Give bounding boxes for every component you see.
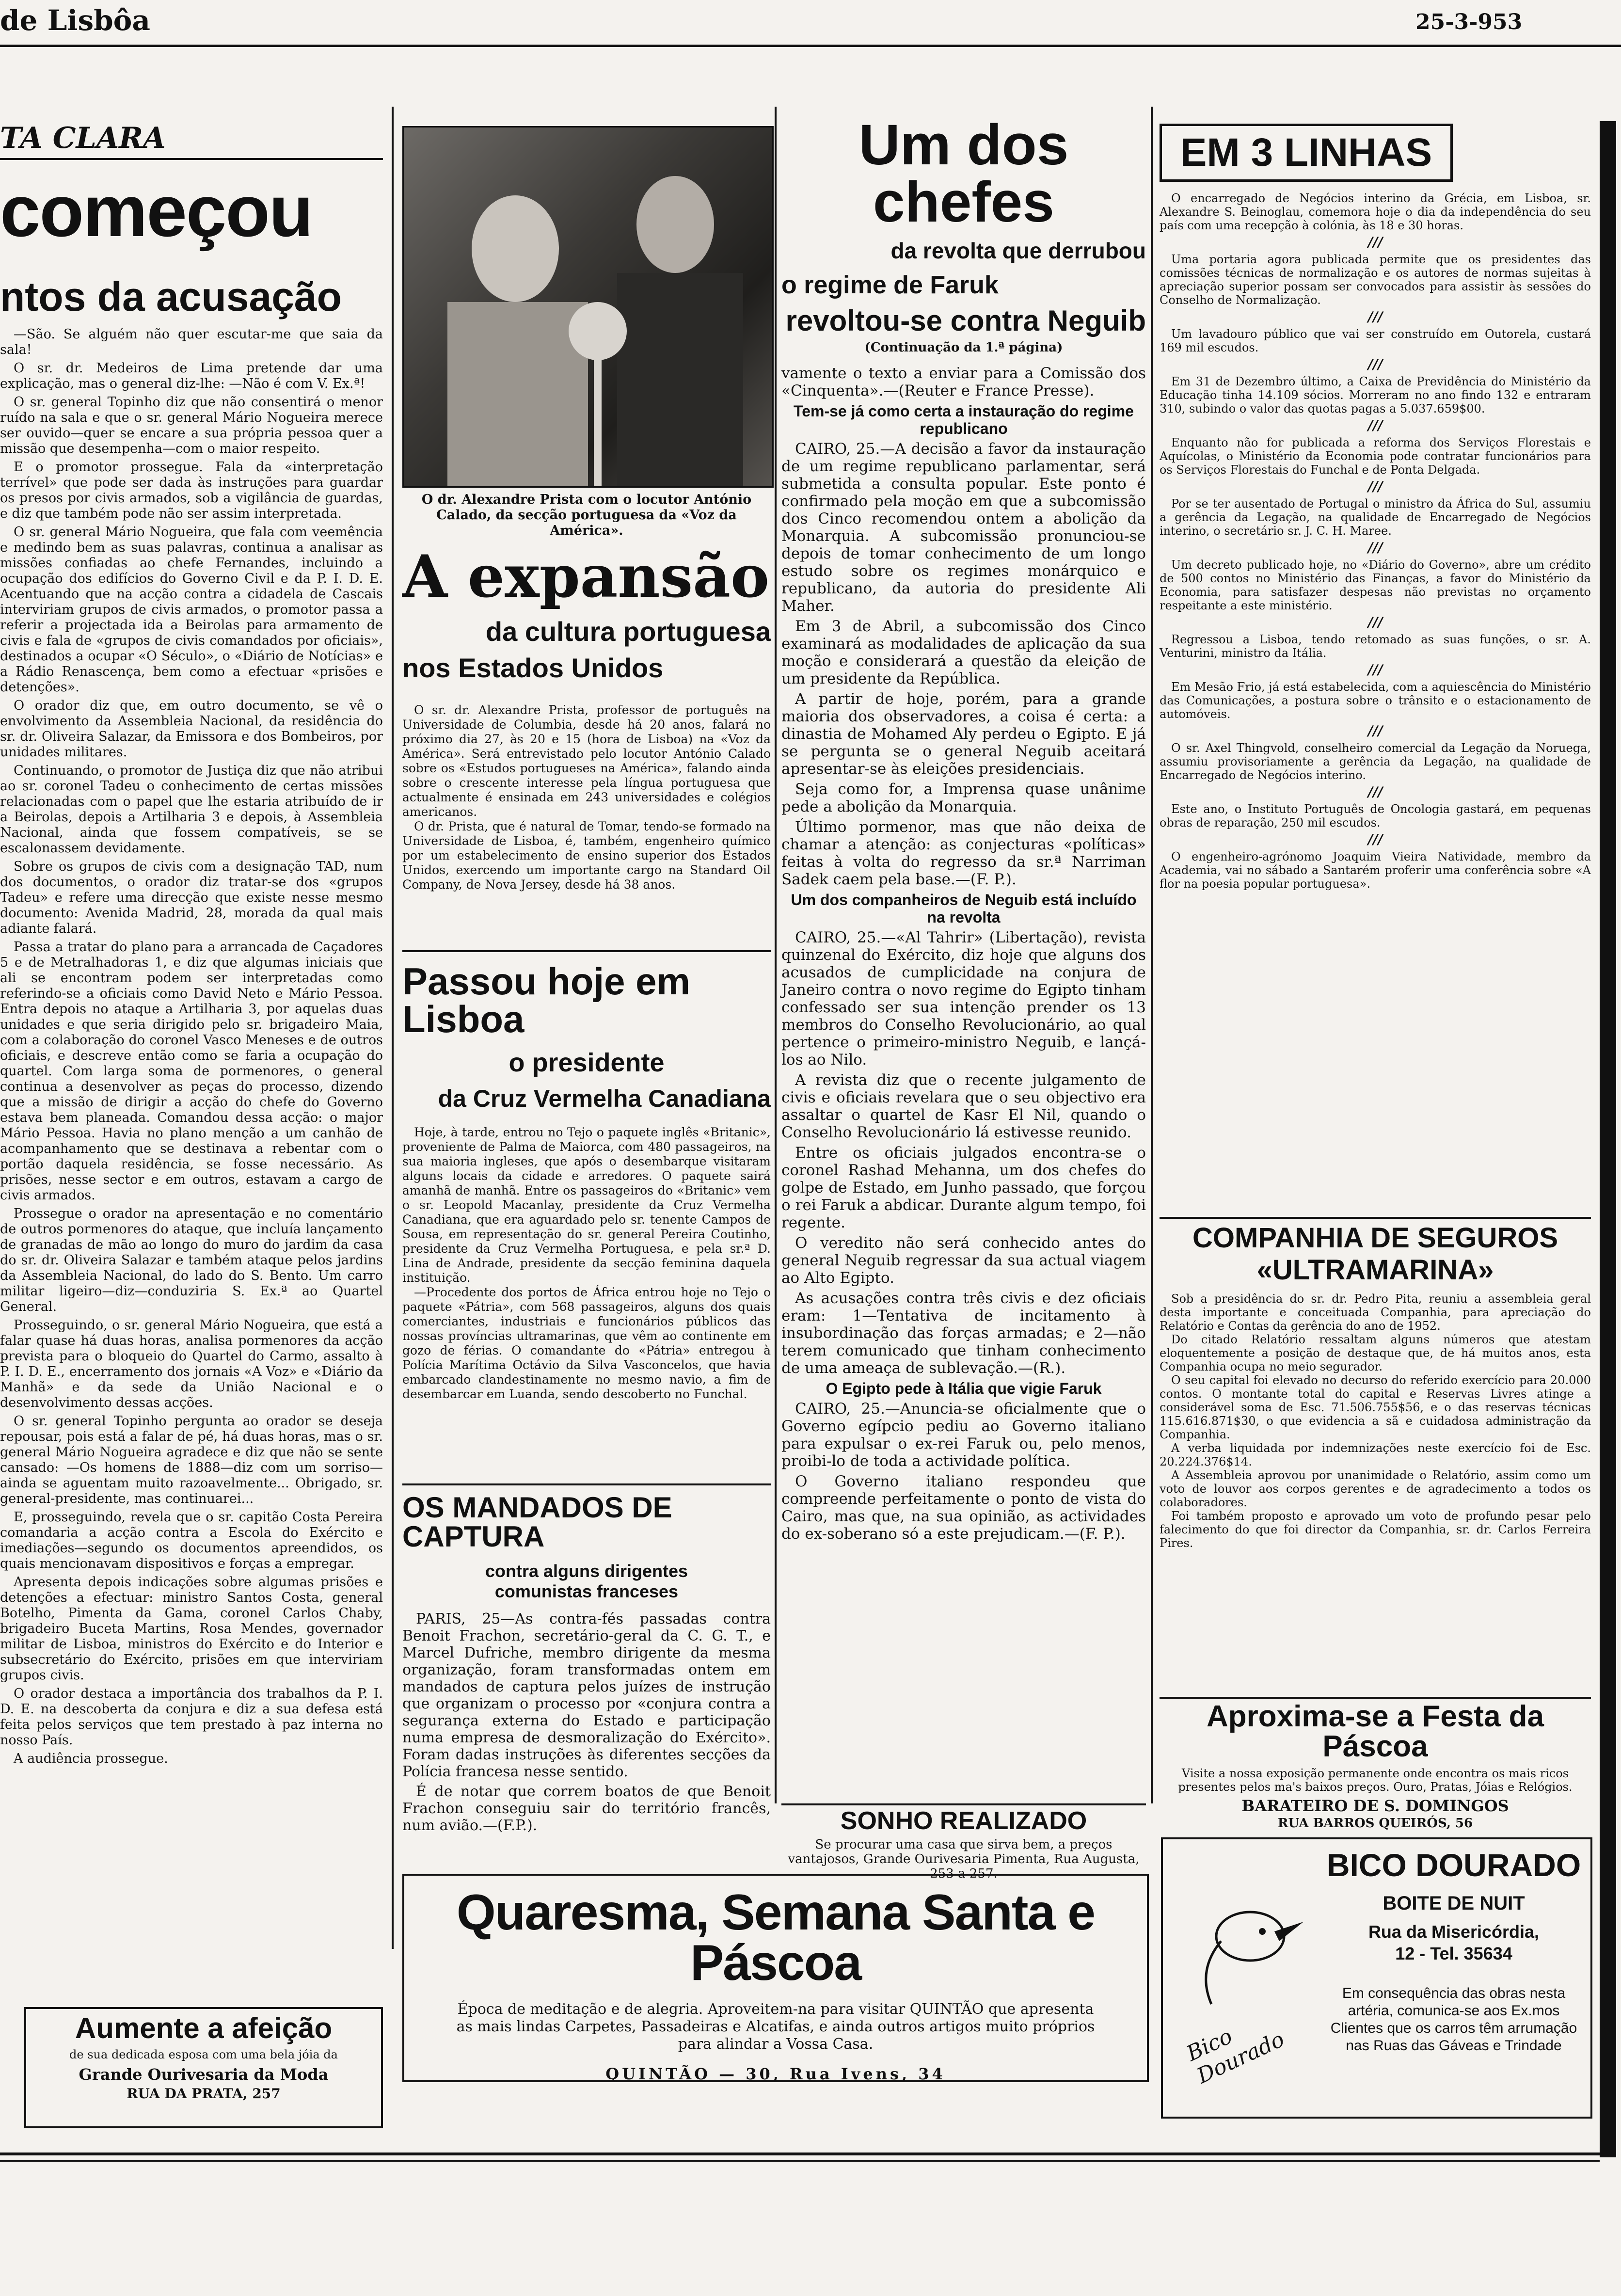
paragraph: Continuando, o promotor de Justiça diz que não atribui ao sr. coronel Tadeu o conhecimento de certas missões relacionadas com o papel que lhe estaria atribuído de ir a Beirolas, depois a Artilharia 3 e depois, à Assembleia Nacional, ainda que fossem compatíveis, se se escalonassem devidamente. <box>0 763 383 856</box>
em-3-linhas-box <box>1160 124 1453 182</box>
paragraph: —Procedente dos portos de África entrou hoje no Tejo o paquete «Pátria», com 568 passageiros, alguns dos quais comerciantes, industriais e funcionários públicos das nossas províncias ultramarinas, que vêm ao continente em gozo de férias. O comandante do «Pátria» entregou à Polícia Marítima Octávio da Silva Vasconcelos, que havia embarcado clandestinamente no mesmo navio, a fim de desembarcar em Luanda, sendo descoberto no Funchal. <box>402 1285 771 1401</box>
ad-line: RUA DA PRATA, 257 <box>127 2086 281 2102</box>
paragraph: Sobre os grupos de civis com a designação TAD, num dos documentos, o orador diz tratar-se dos «grupos Tadeu» e refere uma direcção que existe nesse mesmo documento: Avenida Madrid, 28, morada da qual mais adiante falará. <box>0 859 383 936</box>
ad-address: Rua da Misericórdia, <box>1368 1922 1540 1942</box>
ad-title: Aproxima-se a Festa da Páscoa <box>1206 1700 1544 1763</box>
bottom-rule <box>0 2152 1600 2155</box>
paragraph: Apresenta depois indicações sobre algumas prisões e detenções a efectuar: ministro Santos Costa, general Botelho, Pimenta da Gama, coronel Carlos Chaby, brigadeiro Buceta Martins, Rosa Mendes, governador militar de Lisboa, ministros do Exército e do Interior e subsecretário do Exército, prisões em que interviriam grupos civis. <box>0 1575 383 1683</box>
news-photo <box>402 126 774 488</box>
section-rule <box>1160 1217 1591 1219</box>
subheadline: da Cruz Vermelha Canadiana <box>438 1085 771 1112</box>
section-title: EM 3 LINHAS <box>1180 130 1432 175</box>
paragraph: O sr. dr. Medeiros de Lima pretende dar uma explicação, mas o general diz-lhe: —Não é com V. Ex.ª! <box>0 361 383 391</box>
column-rule <box>1151 107 1153 1803</box>
ad-title: Aumente a afeição <box>75 2012 333 2044</box>
paragraph: As acusações contra três civis e dez oficiais eram: 1—Tentativa de incitamento à insubordinação das forças armadas; e 2—não terem comunicado que tinham conhecimento de uma ameaça de sublevação.—(R.). <box>781 1290 1146 1377</box>
paragraph: E o promotor prossegue. Fala da «interpretação terrível» que pode ser dada às instruções para guardar os presos por civis armados, sob a vigilância de guardas, e diz que também pode não ser assim interpretada. <box>0 460 383 521</box>
paragraph: CAIRO, 25.—A decisão a favor da instauração de um regime republicano parlamentar, será submetida a consulta popular. Este ponto é confirmado pela moção em que a subcomissão dos Cinco recomendou ontem a abolição da Monarquia. A subcomissão pronunciou-se depois de tomar conhecimento de um longo estudo sobre os regimes monárquico e republicano, da autoria do presidente Ali Maher. <box>781 440 1146 615</box>
article-mandados <box>402 1493 771 1837</box>
paragraph: Seja como for, a Imprensa quase unânime pede a abolição da Monarquia. <box>781 781 1146 815</box>
article-cruz-vermelha <box>402 962 771 1402</box>
article-expansao <box>402 542 771 892</box>
article-companhia-seguros <box>1160 1224 1591 1550</box>
photo-figures <box>404 128 772 486</box>
ad-text: Visite a nossa exposição permanente onde encontra os mais ricos presentes pelos ma's baixos preços. Ouro, Pratas, Jóias e Relógios. <box>1178 1767 1573 1794</box>
subheadline: da cultura portuguesa <box>485 616 771 647</box>
headline: OS MANDADOS DE CAPTURA <box>402 1491 672 1553</box>
news-brief: Em Mesão Frio, já está estabelecida, com a aquiescência do Ministério das Comunicações, a postura sobre o trânsito e o estacionamento de automóveis. <box>1160 680 1591 721</box>
em-3-linhas-list <box>1160 191 1591 891</box>
article-body <box>402 703 771 892</box>
ad-ourivesaria-moda <box>24 2007 383 2128</box>
paragraph: O sr. general Topinho diz que não consentirá o menor ruído na sala e que o sr. general Mário Nogueira merece ser ouvido—quer se encare a sua própria pessoa quer a missão que desempenha—com o maior respeito. <box>0 395 383 456</box>
paragraph: CAIRO, 25.—Anuncia-se oficialmente que o Governo egípcio pediu ao Governo italiano para expulsar o ex-rei Faruk ou, pelo menos, proibi-lo de toda a actividade política. <box>781 1400 1146 1470</box>
ad-sonho-realizado <box>781 1808 1146 1881</box>
subheadline: contra alguns dirigentes comunistas franceses <box>485 1561 688 1601</box>
ad-text: Em consequência das obras nesta artéria, comunica-se aos Ex.mos Clientes que os carros têm arrumação nas Ruas das Gáveas e Trindade <box>1330 1985 1577 2054</box>
separator: /// <box>1367 784 1383 800</box>
column-rule <box>392 107 394 1949</box>
article-body <box>402 1610 771 1834</box>
paragraph: Sob a presidência do sr. dr. Pedro Pita, reuniu a assembleia geral desta importante e conceituada Companhia, para apreciação do Relatório e Contas da gerência do ano de 1952. <box>1160 1292 1591 1333</box>
section-heading: O Egipto pede à Itália que vigie Faruk <box>826 1380 1102 1397</box>
paragraph: Passa a tratar do plano para a arrancada de Caçadores 5 e de Metralhadoras 1, e diz que algumas iniciais que ali se encontram podem ser interpretadas como referindo-se a oficiais como David Neto e Mário Pessoa. Entra depois no ataque a Artilharia 3, por aquelas duas unidades e que seria dirigido pelo sr. brigadeiro Maia, com a colaboração do coronel Vasco Meneses e de outros oficiais, e descreve então como se faria a ocupação do quartel. Com larga soma de pormenores, o general continua a desenvolver as peças do processo, dizendo que a missão de dirigir a acção do chefe do Governo estava bem planeada. Comandou dessa acção: o major Mário Pessoa. Havia no plano menção a um canhão de acompanhamento que se destinava a rebentar com o portão daquela residência, se fosse necessário. As prisões, nesse sector e em outros, estavam a cargo de civis armados. <box>0 940 383 1203</box>
news-brief: Regressou a Lisboa, tendo retomado as suas funções, o sr. A. Venturini, ministro da Itália. <box>1160 633 1591 660</box>
paragraph: —São. Se alguém não quer escutar-me que saia da sala! <box>0 327 383 357</box>
article-kicker: TA CLARA <box>0 121 383 160</box>
column-rule <box>775 107 777 1803</box>
paragraph: Entre os oficiais julgados encontra-se o coronel Rashad Mehanna, um dos chefes do golpe de Estado, em Junho passado, que forçou o rei Faruk a abdicar. Durante algum tempo, foi regente. <box>781 1144 1146 1231</box>
paragraph: O orador destaca a importância dos trabalhos da P. I. D. E. na descoberta da conjura e diz a sua defesa está feita pelos serviços que tem prestado à paz interna no nosso País. <box>0 1686 383 1748</box>
ad-address: RUA BARROS QUEIRÓS, 56 <box>1277 1816 1473 1831</box>
paragraph: vamente o texto a enviar para a Comissão dos «Cinquenta».—(Reuter e France Presse). <box>781 365 1146 399</box>
paragraph: O sr. general Mário Nogueira, que fala com veemência e medindo bem as suas palavras, continua a analisar as missões confiadas ao chefe Fernandes, incluindo a ocupação dos edifícios do Governo Civil e da P. I. D. E. Acentuando que na acção contra a cidadela de Cascais interviriam grupos de civis armados, o promotor passa a referir a projectada ida a Beirolas para armamento de civis e fala de «grupos de civis comandados por oficiais», destinados a ocupar «O Século», o «Diário de Notícias» e a Rádio Renascença, bem como a efectuar «prisões e detenções». <box>0 525 383 695</box>
separator: /// <box>1367 723 1383 739</box>
article-body <box>402 1125 771 1402</box>
paragraph: O sr. dr. Alexandre Prista, professor de português na Universidade de Columbia, desde há 20 anos, falará no próximo dia 27, às 20 e 15 (hora de Lisboa) na «Voz da América». Será entrevistado pelo locutor António Calado sobre os «Estudos portugueses na América», falando ainda sobre o crescente interesse pela língua portuguesa que actualmente é ensinada em 243 universidades e colégios americanos. <box>402 703 771 819</box>
section-rule <box>781 1803 1146 1805</box>
photo-caption: O dr. Alexandre Prista com o locutor António Calado, da secção portuguesa da «Voz da América». <box>421 492 752 538</box>
masthead-title: de Lisbôa <box>0 4 150 37</box>
paragraph: Hoje, à tarde, entrou no Tejo o paquete inglês «Britanic», proveniente de Palma de Maiorca, com 480 passageiros, na sua maioria ingleses, que após o desembarque visitaram alguns locais da cidade e arredores. O paquete sairá amanhã de manhã. Entre os passageiros do «Britanic» vem o sr. Leopold Macanlay, presidente da Cruz Vermelha Canadiana, que era aguardado pelo sr. tenente Campos de Sousa, em representação do sr. general Pereira Coutinho, presidente da Cruz Vermelha Portuguesa, e pela sr.ª D. Lina de Andrade, presidente da secção feminina daquela instituição. <box>402 1125 771 1285</box>
separator: /// <box>1367 309 1383 325</box>
bico-logo-text: Bico Dourado <box>1183 2024 1288 2089</box>
section-rule <box>402 1483 771 1485</box>
ad-title: BICO DOURADO <box>1326 1847 1581 1883</box>
headline: Um dos chefes <box>858 113 1069 234</box>
paragraph: O orador diz que, em outro documento, se vê o envolvimento da Assembleia Nacional, da residência do sr. dr. Oliveira Salazar, da Emissora e dos Bombeiros, por unidades militares. <box>0 698 383 760</box>
headline: A expansão <box>402 542 770 611</box>
paragraph: O Governo italiano respondeu que compreende perfeitamente o ponto de vista do Cairo, mas que, na sua opinião, as actividades do ex-soberano só a este prejudicam.—(F. P.). <box>781 1473 1146 1543</box>
ad-text: Se procurar uma casa que sirva bem, a preços vantajosos, Grande Ourivesaria Pimenta, Rua Augusta, 253 a 257. <box>788 1837 1140 1881</box>
news-brief: Este ano, o Instituto Português de Oncologia gastará, em pequenas obras de reparação, 250 mil escudos. <box>1160 802 1591 829</box>
section-rule <box>402 950 771 952</box>
paragraph: Prossegue o orador na apresentação e no comentário de outros pormenores do ataque, que incluía lançamento de granadas de mão ao longo do muro do jardim da casa do sr. dr. Oliveira Salazar e também ataque pelos jardins da Assembleia Nacional, do lado do S. Bento. Um carro militar ligeiro—diz—conduziria S. Ex.ª ao Quartel General. <box>0 1206 383 1314</box>
headline: Passou hoje em Lisboa <box>402 960 690 1040</box>
paragraph: Último pormenor, mas que não deixa de chamar a atenção: as conjecturas «políticas» feitas à volta do regresso da sr.ª Narriman Sadek caem pela base.—(F. P.). <box>781 818 1146 888</box>
ad-title: SONHO REALIZADO <box>840 1807 1087 1835</box>
news-brief: Uma portaria agora publicada permite que os presidentes das comissões técnicas de normalização e os autores de normas sujeitas à apreciação superior possam ser convocados para assistir às sessões do Conselho de Normalização. <box>1160 253 1591 307</box>
section-rule <box>1160 1697 1591 1699</box>
article-egypt <box>781 113 1146 1546</box>
separator: /// <box>1367 356 1383 372</box>
ad-shop: BARATEIRO DE S. DOMINGOS <box>1241 1797 1509 1815</box>
news-brief: Um decreto publicado hoje, no «Diário do Governo», abre um crédito de 500 contos no Ministério das Finanças, a favor do Ministério da Economia, para satisfazer despesas não previstas no orçamento respeitante a este ministério. <box>1160 558 1591 612</box>
paragraph: O sr. general Topinho pergunta ao orador se deseja repousar, pois está a falar de pé, há duas horas, mas o sr. general Mário Nogueira agradece e diz que não se sente cansado: —Os homens de 1888—diz com um sorriso—ainda se aguentam muito razoavelmente... Obrigado, sr. general-presidente, mas continuarei... <box>0 1414 383 1506</box>
article-body <box>0 327 383 1767</box>
news-brief: O encarregado de Negócios interino da Grécia, em Lisboa, sr. Alexandre S. Beinoglau, comemora hoje o dia da independência do seu país com uma recepção à colónia, às 18 e 30 horas. <box>1160 191 1591 232</box>
article-headline: ntos da acusação <box>0 274 342 319</box>
headline: revoltou-se contra Neguib <box>785 304 1146 337</box>
separator: /// <box>1367 540 1383 556</box>
section-heading: Tem-se já como certa a instauração do regime republicano <box>794 402 1134 437</box>
ad-bico-dourado <box>1161 1837 1592 2119</box>
paragraph: PARIS, 25—As contra-fés passadas contra Benoit Frachon, secretário-geral da C. G. T., e Marcel Dufriche, membro dirigente da mesma organização, foram transformadas ontem em mandados de captura pelos juízes de instrução que organizam o processo por «conjura contra a segurança externa do Estado e participação numa empresa de desmoralização do Exército». Foram dadas instruções às diferentes secções da Polícia francesa nesse sentido. <box>402 1610 771 1780</box>
bico-logo <box>1177 1878 1318 2089</box>
news-brief: O sr. Axel Thingvold, conselheiro comercial da Legação da Noruega, assumiu provisoriamente a gerência da Legação, na qualidade de Encarregado de Negócios interino. <box>1160 741 1591 782</box>
ad-festa-pascoa <box>1160 1702 1591 1831</box>
ad-footer: QUINTÃO — 30, Rua Ivens, 34 <box>605 2065 946 2083</box>
ad-title: Quaresma, Semana Santa e Páscoa <box>456 1884 1095 1991</box>
continuation-note: (Continuação da 1.ª página) <box>864 340 1063 355</box>
separator: /// <box>1367 234 1383 250</box>
separator: /// <box>1367 614 1383 630</box>
article-headline: começou <box>0 170 313 252</box>
paragraph: Em 3 de Abril, a subcomissão dos Cinco examinará as modalidades de aplicação da sua moção e considerará a questão da eleição de um presidente da República. <box>781 618 1146 687</box>
bottom-rule <box>0 2160 1600 2162</box>
subheadline: nos Estados Unidos <box>402 653 664 683</box>
ad-text: Época de meditação e de alegria. Aproveitem-na para visitar QUINTÃO que apresenta as mais lindas Carpetes, Passadeiras e Alcatifas, e ainda outros artigos muito próprios para alindar a Vossa Casa. <box>456 2001 1095 2053</box>
subheadline: da revolta que derrubou <box>890 238 1146 263</box>
paragraph: É de notar que correm boatos de que Benoit Frachon conseguiu sair do território francês, num avião.—(F.P.). <box>402 1783 771 1834</box>
paragraph: O seu capital foi elevado no decurso do referido exercício para 20.000 contos. O montante total do capital e Reservas Livres atinge a considerável soma de Esc. 71.506.755$56, e o das reservas técnicas 115.616.871$30, o que evidencia a sã e cuidadosa administração da Companhia. <box>1160 1373 1591 1441</box>
headline: COMPANHIA DE SEGUROS <box>1192 1222 1558 1254</box>
masthead-rule <box>0 45 1621 47</box>
separator: /// <box>1367 831 1383 847</box>
news-brief: O engenheiro-agrónomo Joaquim Vieira Natividade, membro da Academia, vai no sábado a Santarém proferir uma conferência sobre «A flor na poesia popular portuguesa». <box>1160 850 1591 891</box>
separator: /// <box>1367 478 1383 494</box>
paragraph: A verba liquidada por indemnizações neste exercício foi de Esc. 20.224.376$14. <box>1160 1441 1591 1468</box>
paragraph: Do citado Relatório ressaltam alguns números que atestam eloquentemente a posição de destaque que, de há muitos anos, esta Companhia ocupa no meio segurador. <box>1160 1333 1591 1373</box>
ad-subtitle: BOITE DE NUIT <box>1383 1893 1525 1914</box>
ad-address: 12 - Tel. 35634 <box>1395 1944 1512 1963</box>
right-edge-bar <box>1600 121 1616 2157</box>
ad-quaresma <box>402 1874 1149 2082</box>
ad-line: de sua dedicada esposa com uma bela jóia da <box>69 2048 338 2061</box>
paragraph: E, prosseguindo, revela que o sr. capitão Costa Pereira comandaria a acção contra a Escola do Exército e imediações—segundo os documentos apreendidos, os quais mencionavam dispositivos e forças a empregar. <box>0 1510 383 1571</box>
left-column <box>0 121 383 1770</box>
article-body <box>1160 1292 1591 1550</box>
news-brief: Por se ter ausentado de Portugal o ministro da África do Sul, assumiu a gerência da Legação, na qualidade de Encarregado de Negócios interino, o secretário sr. J. C. H. Maree. <box>1160 497 1591 538</box>
ad-line: Grande Ourivesaria da Moda <box>79 2065 329 2084</box>
masthead-date: 25-3-953 <box>1415 10 1523 34</box>
separator: /// <box>1367 662 1383 678</box>
paragraph: Prosseguindo, o sr. general Mário Nogueira, que está a falar quase há duas horas, analisa pormenores da acção prevista para o bloqueio do Quartel do Carmo, assalto à P. I. D. E., encerramento dos jornais «A Voz» e «Diário da Manhã» e da sede da União Nacional e o desenvolvimento dessas acções. <box>0 1318 383 1410</box>
news-brief: Um lavadouro público que vai ser construído em Outorela, custará 169 mil escudos. <box>1160 327 1591 354</box>
paragraph: O dr. Prista, que é natural de Tomar, tendo-se formado na Universidade de Lisboa, é, também, engenheiro químico por um estabelecimento de ensino superior dos Estados Unidos, exercendo um importante cargo na Standard Oil Company, de Nova Jersey, desde há 38 anos. <box>402 819 771 892</box>
separator: /// <box>1367 417 1383 433</box>
news-brief: Enquanto não for publicada a reforma dos Serviços Florestais e Aquícolas, o Ministério da Economia pode contratar funcionários para os Serviços Florestais do Funchal e de Ponta Delgada. <box>1160 436 1591 477</box>
paragraph: A audiência prossegue. <box>14 1751 168 1766</box>
section-heading: Um dos companheiros de Neguib está incluído na revolta <box>791 891 1137 926</box>
paragraph: O veredito não será conhecido antes do general Neguib regressar da sua actual viagem ao Alto Egipto. <box>781 1234 1146 1287</box>
paragraph: CAIRO, 25.—«Al Tahrir» (Libertação), revista quinzenal do Exército, diz hoje que alguns dos acusados de cumplicidade na conjura de Janeiro contra o novo regime do Egipto tinham confessado ser sua intenção prender os 13 membros do Conselho Revolucionário, ao qual pertence o primeiro-ministro Neguib, e lançá-los ao Nilo. <box>781 929 1146 1068</box>
paragraph: A Assembleia aprovou por unanimidade o Relatório, assim como um voto de louvor aos corpos gerentes e de agradecimento a todos os colaboradores. <box>1160 1468 1591 1509</box>
paragraph: Foi também proposto e aprovado um voto de profundo pesar pelo falecimento do que foi director da Companhia, sr. dr. Carlos Ferreira Pires. <box>1160 1509 1591 1550</box>
headline: «ULTRAMARINA» <box>1256 1254 1494 1286</box>
news-brief: Em 31 de Dezembro último, a Caixa de Previdência do Ministério da Educação tinha 14.109 sócios. Morreram no ano findo 132 e entraram 310, subindo o valor das quotas pagas a 5.037.659$00. <box>1160 375 1591 415</box>
paragraph: A revista diz que o recente julgamento de civis e oficiais revelara que o seu objectivo era assaltar o quartel de Kasr El Nil, quando o Conselho Revolucionário lá estivesse reunido. <box>781 1071 1146 1141</box>
article-body <box>781 365 1146 1543</box>
subheadline: o presidente <box>509 1048 665 1077</box>
subheadline: o regime de Faruk <box>781 271 999 299</box>
paragraph: A partir de hoje, porém, para a grande maioria dos observadores, a coisa é certa: a dinastia de Mohamed Aly perdeu o Egipto. E já se pergunta se o general Neguib aceitará apresentar-se às eleições presidenciais. <box>781 690 1146 778</box>
